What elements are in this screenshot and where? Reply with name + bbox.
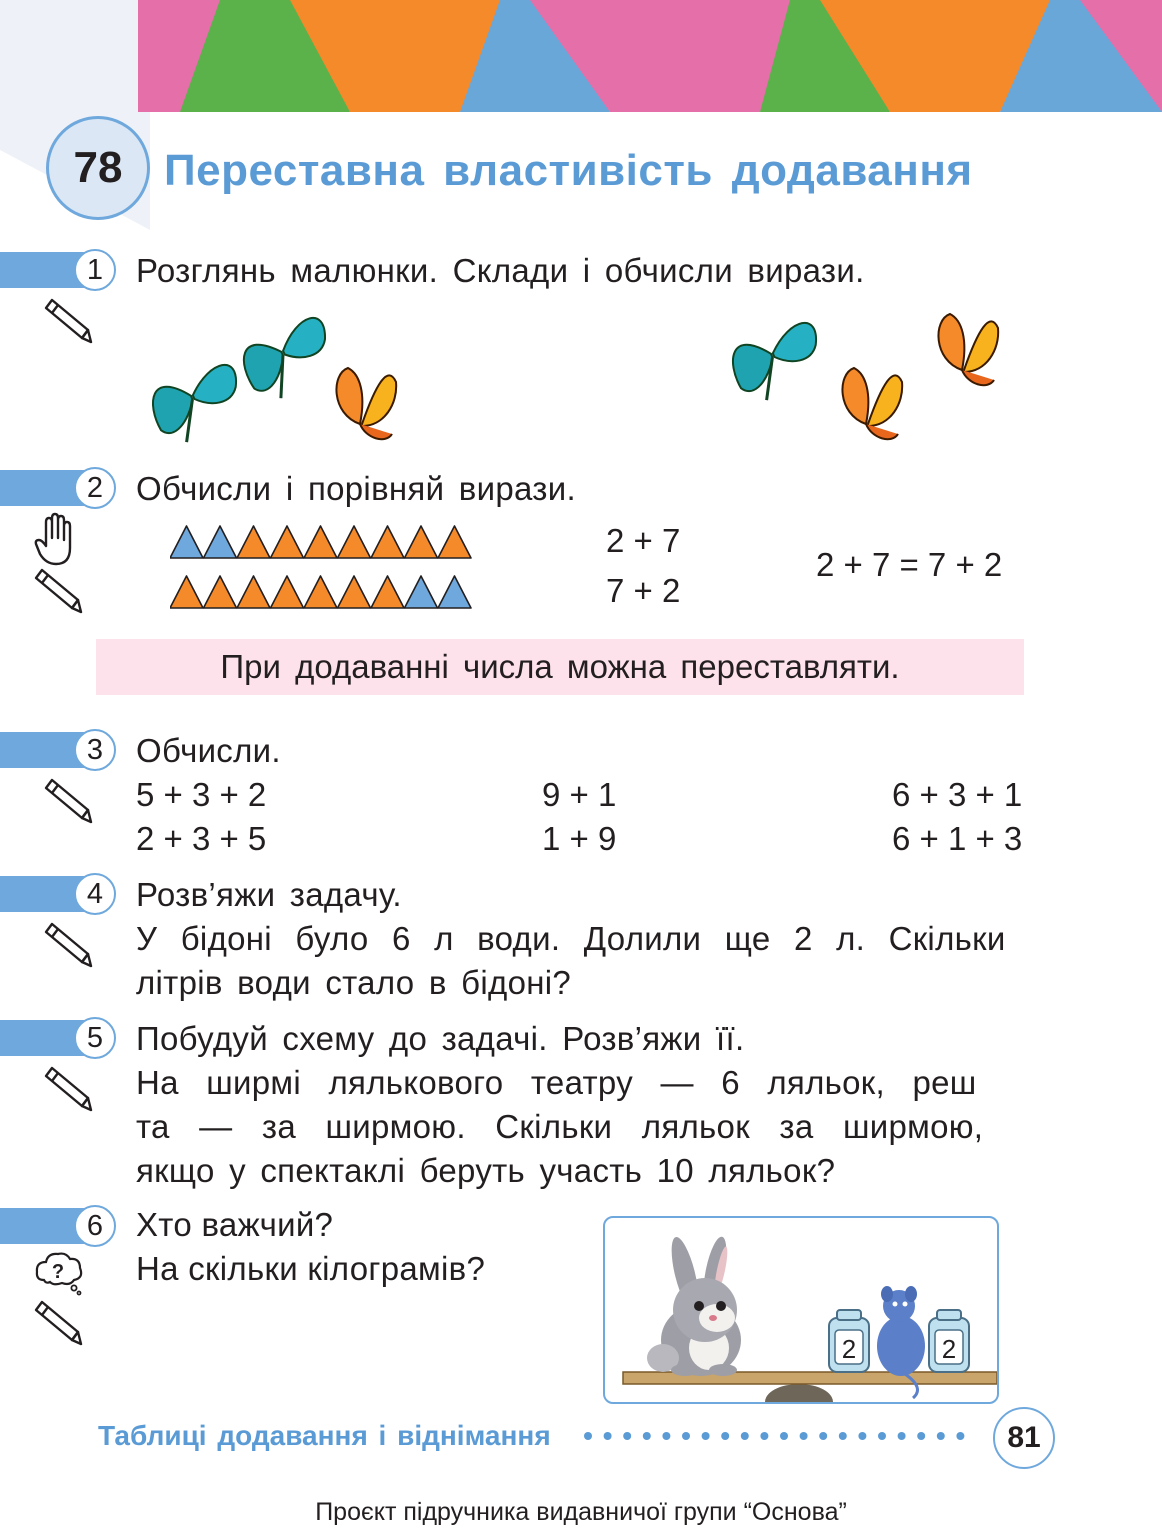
footer-dots xyxy=(583,1424,983,1448)
task-number-2: 2 xyxy=(74,467,116,509)
scale-fulcrum xyxy=(765,1384,833,1404)
pencil-icon xyxy=(44,296,94,344)
triangle-orange xyxy=(371,526,404,558)
task-number-4: 4 xyxy=(74,873,116,915)
task-2-text: Обчисли і порівняй вирази. xyxy=(136,470,576,507)
task-number-6: 6 xyxy=(74,1205,116,1247)
triangle-orange xyxy=(405,526,438,558)
footer-dot xyxy=(800,1432,808,1440)
pencil-icon xyxy=(44,1064,94,1112)
footer-dot xyxy=(604,1432,612,1440)
task-6-line-2: На скільки кілограмів? xyxy=(136,1250,486,1287)
task-4-line-1: У бідоні було 6 л води. Долили ще 2 л. Скільки xyxy=(136,920,1006,957)
triangle-orange xyxy=(438,526,471,558)
footer-dot xyxy=(858,1432,866,1440)
lesson-number: 78 xyxy=(73,143,123,192)
footer-dot xyxy=(917,1432,925,1440)
triangle-orange xyxy=(237,576,270,608)
equality-expression: 2 + 7 = 7 + 2 xyxy=(816,546,1003,583)
butterflies-group-left xyxy=(130,300,420,450)
project-credit: Проєкт підручника видавничої групи “Основа” xyxy=(315,1498,847,1526)
triangle-orange xyxy=(338,526,371,558)
triangle-orange xyxy=(204,576,237,608)
expression: 6 + 1 + 3 xyxy=(892,820,1023,857)
decorative-banner xyxy=(0,0,1162,112)
footer-dot xyxy=(956,1432,964,1440)
weight-left-label: 2 xyxy=(841,1334,857,1364)
task-1-text: Розглянь малюнки. Склади і обчисли вирази. xyxy=(136,252,865,289)
svg-text:?: ? xyxy=(51,1261,65,1283)
footer-section-title: Таблиці додавання і віднімання xyxy=(98,1420,551,1451)
footer-dot xyxy=(584,1432,592,1440)
footer-dot xyxy=(937,1432,945,1440)
footer-dot xyxy=(721,1432,729,1440)
expression-2-plus-7: 2 + 7 xyxy=(606,522,681,559)
footer-dot xyxy=(741,1432,749,1440)
footer-dot xyxy=(819,1432,827,1440)
task-number-3: 3 xyxy=(74,729,116,771)
scale-scene xyxy=(605,1218,999,1404)
footer-dot xyxy=(682,1432,690,1440)
footer-dot xyxy=(878,1432,886,1440)
expression: 1 + 9 xyxy=(542,820,617,857)
thinking-cloud-icon xyxy=(34,1250,86,1296)
footer-dot xyxy=(780,1432,788,1440)
expression: 6 + 3 + 1 xyxy=(892,776,1023,813)
expression: 2 + 3 + 5 xyxy=(136,820,267,857)
bunny xyxy=(647,1235,741,1376)
pencil-icon xyxy=(34,566,84,614)
triangles-rows xyxy=(170,524,474,612)
triangle-orange xyxy=(371,576,404,608)
task-5-title: Побудуй схему до задачі. Розв’яжи її. xyxy=(136,1020,745,1057)
expression-7-plus-2: 7 + 2 xyxy=(606,572,681,609)
pencil-icon xyxy=(44,920,94,968)
triangle-row-1 xyxy=(170,526,471,558)
rule-text: При додаванні числа можна переставляти. xyxy=(220,648,900,685)
footer-dot xyxy=(702,1432,710,1440)
task-3-text: Обчисли. xyxy=(136,732,281,769)
triangle-blue xyxy=(438,576,471,608)
footer-dot xyxy=(643,1432,651,1440)
task-number-1: 1 xyxy=(74,249,116,291)
triangle-orange xyxy=(170,576,203,608)
pencil-icon xyxy=(34,1298,84,1346)
footer-dot xyxy=(839,1432,847,1440)
task-5-line-3: якщо у спектаклі беруть участь 10 ляльок? xyxy=(136,1152,836,1189)
task-number-5: 5 xyxy=(74,1017,116,1059)
task-4-title: Розв’яжи задачу. xyxy=(136,876,402,913)
footer-dot xyxy=(623,1432,631,1440)
triangle-orange xyxy=(304,526,337,558)
triangle-blue xyxy=(405,576,438,608)
lesson-number-badge xyxy=(46,116,150,220)
task-4-line-2: літрів води стало в бідоні? xyxy=(136,964,572,1001)
footer-dot xyxy=(760,1432,768,1440)
triangle-orange xyxy=(271,576,304,608)
weight-right-label: 2 xyxy=(941,1334,957,1364)
expression: 5 + 3 + 2 xyxy=(136,776,267,813)
triangle-orange xyxy=(237,526,270,558)
footer-dot xyxy=(662,1432,670,1440)
task-5-line-2: та — за ширмою. Скільки ляльок за ширмою, xyxy=(136,1108,984,1145)
butterflies-group-right xyxy=(716,306,1016,446)
triangle-orange xyxy=(338,576,371,608)
scale-illustration xyxy=(603,1216,999,1404)
triangle-orange xyxy=(271,526,304,558)
task-5-line-1: На ширмі лялькового театру — 6 ляльок, реш xyxy=(136,1064,977,1101)
task-6-line-1: Хто важчий? xyxy=(136,1206,334,1243)
triangle-blue xyxy=(204,526,237,558)
expression: 9 + 1 xyxy=(542,776,617,813)
rule-box xyxy=(96,639,1024,695)
lesson-title: Переставна властивість додавання xyxy=(164,146,973,195)
hand-icon xyxy=(34,512,78,568)
triangle-blue xyxy=(170,526,203,558)
triangle-row-2 xyxy=(170,576,471,608)
pencil-icon xyxy=(44,776,94,824)
triangle-orange xyxy=(304,576,337,608)
page-number: 81 xyxy=(993,1407,1055,1469)
footer-dot xyxy=(898,1432,906,1440)
